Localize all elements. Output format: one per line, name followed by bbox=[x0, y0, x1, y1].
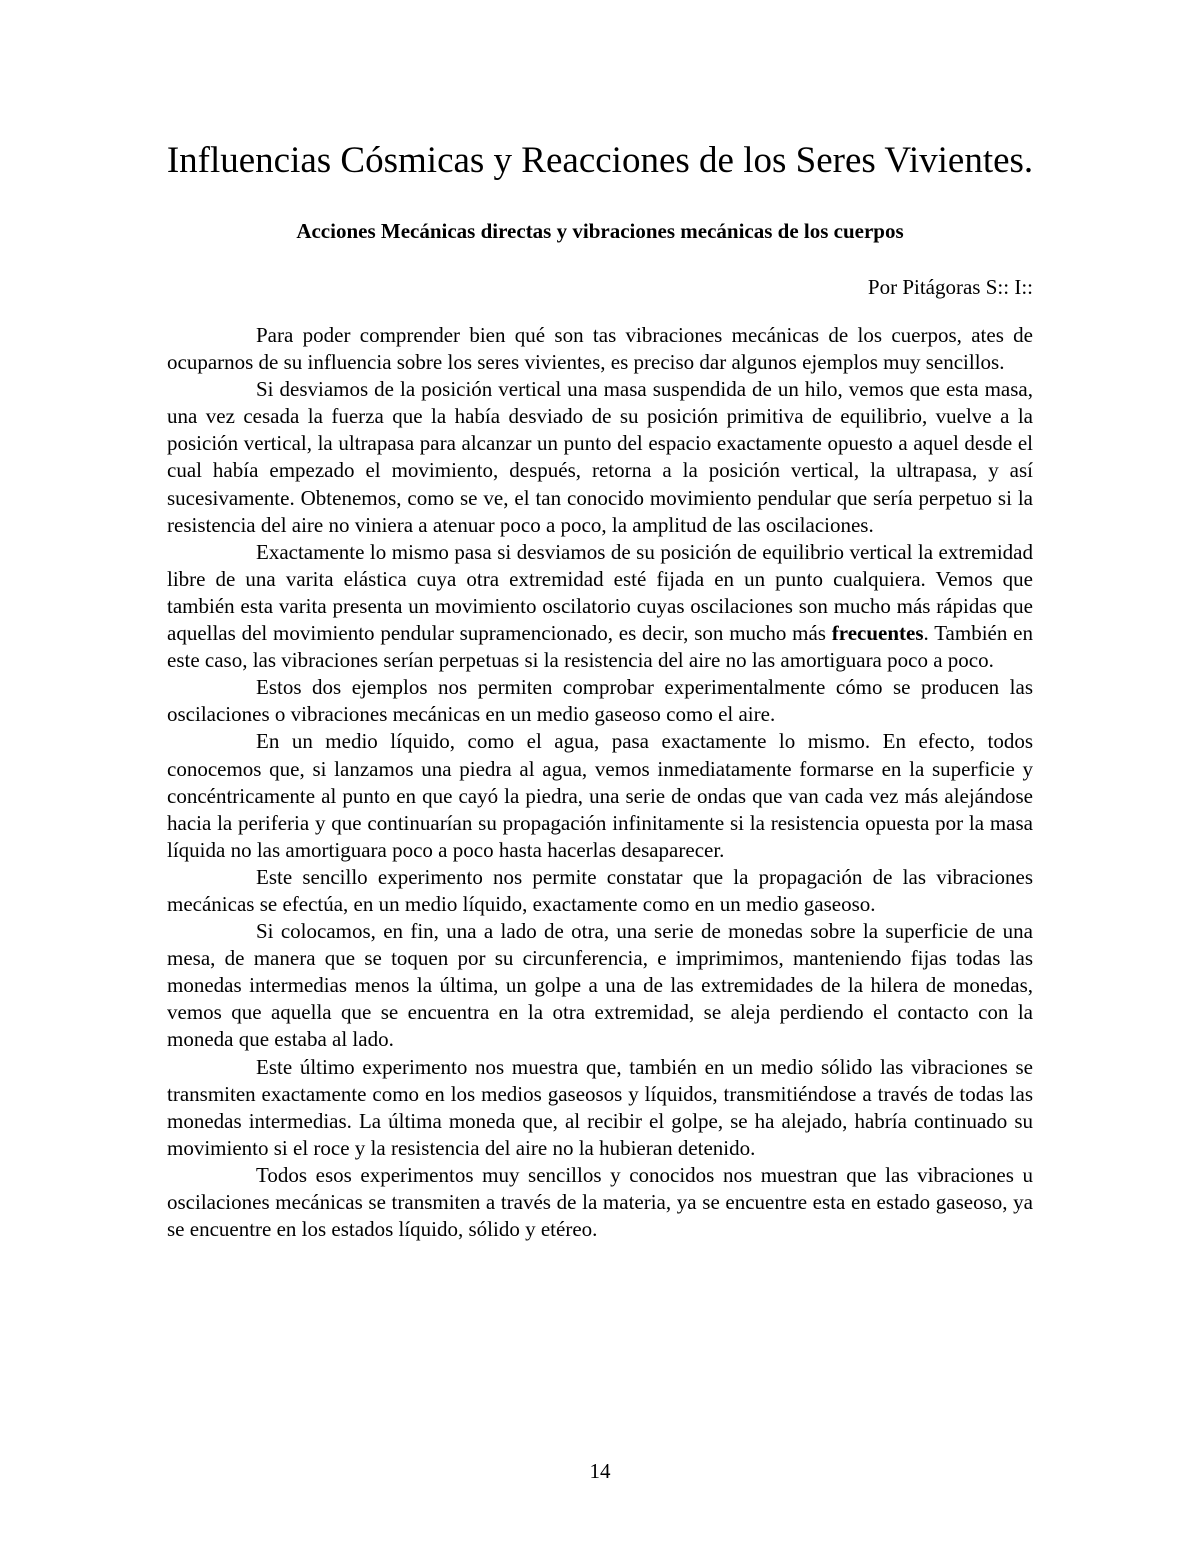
paragraph-1: Para poder comprender bien qué son tas vibraciones mecánicas de los cuerpos, ates de ocuparnos de su influencia sobre los seres vivientes, es preciso dar algunos ejemplos muy sencillos. bbox=[167, 323, 1033, 375]
paragraph-3 bbox=[167, 539, 1033, 674]
paragraph-7: Si colocamos, en fin, una a lado de otra, una serie de monedas sobre la superficie de una mesa, de manera que se toquen por su circunferencia, e imprimimos, manteniendo fijas todas las monedas intermedias menos la última, un golpe a una de las extremidades de la hilera de monedas, vemos que aquella que se encuentra en la otra extremidad, se aleja perdiendo el contacto con la moneda que estaba al lado. bbox=[167, 919, 1033, 1052]
paragraph-8: Este último experimento nos muestra que, también en un medio sólido las vibraciones se transmiten exactamente como en los medios gaseosos y líquidos, transmitiéndose a través de todas las monedas intermedias. La última moneda que, al recibir el golpe, se ha alejado, habría continuado su movimiento si el roce y la resistencia del aire no la hubieran detenido. bbox=[167, 1054, 1033, 1160]
paragraph-4: Estos dos ejemplos nos permiten comprobar experimentalmente cómo se producen las oscilaciones o vibraciones mecánicas en un medio gaseoso como el aire. bbox=[167, 675, 1033, 727]
emphasized-word: frecuentes bbox=[831, 621, 924, 646]
paragraph-9: Todos esos experimentos muy sencillos y conocidos nos muestran que las vibraciones u oscilaciones mecánicas se transmiten a través de la materia, ya se encuentre esta en estado gaseoso, ya se encuentre en los estados líquido, sólido y etéreo. bbox=[167, 1162, 1033, 1242]
paragraph-2: Si desviamos de la posición vertical una masa suspendida de un hilo, vemos que esta masa, una vez cesada la fuerza que la había desviado de su posición primitiva de equilibrio, vuelve a la posición vertical, la ultrapasa para alcanzar un punto del espacio exactamente opuesto a aquel desde el cual había empezado el movimiento, después, retorna a la posición vertical, la ultrapasa, y así sucesivamente. Obtenemos, como se ve, el tan conocido movimiento pendular que sería perpetuo si la resistencia del aire no viniera a atenuar poco a poco, la amplitud de las oscilaciones. bbox=[167, 377, 1033, 537]
body-text bbox=[167, 322, 1033, 1243]
author-line: Por Pitágoras S:: I:: bbox=[867, 275, 1033, 299]
paragraph-3-text-after: . También en este caso, las vibraciones serían perpetuas si la resistencia del aire no las amortiguara poco a poco. bbox=[167, 621, 1033, 673]
paragraph-6: Este sencillo experimento nos permite constatar que la propagación de las vibraciones mecánicas se efectúa, en un medio líquido, exactamente como en un medio gaseoso. bbox=[167, 864, 1033, 916]
paragraph-3-text-before: Exactamente lo mismo pasa si desviamos de su posición de equilibrio vertical la extremidad libre de una varita elástica cuya otra extremidad esté fijada en un punto cualquiera. Vemos que también esta varita presenta un movimiento oscilatorio cuyas oscilaciones son mucho más rápidas que aquellas del movimiento pendular supramencionado, es decir, son mucho más bbox=[167, 539, 1033, 646]
document-subtitle: Acciones Mecánicas directas y vibraciones mecánicas de los cuerpos bbox=[296, 219, 904, 243]
paragraph-5: En un medio líquido, como el agua, pasa exactamente lo mismo. En efecto, todos conocemos que, si lanzamos una piedra al agua, vemos inmediatamente formarse en la superficie y concéntricamente al punto en que cayó la piedra, una serie de ondas que van cada vez más alejándose hacia la periferia y que continuarían su propagación infinitamente si la resistencia opuesta por la masa líquida no las amortiguara poco a poco hasta hacerlas desaparecer. bbox=[167, 729, 1033, 862]
document-title: Influencias Cósmicas y Reacciones de los Seres Vivientes. bbox=[166, 140, 1034, 181]
page-number: 14 bbox=[589, 1459, 611, 1483]
